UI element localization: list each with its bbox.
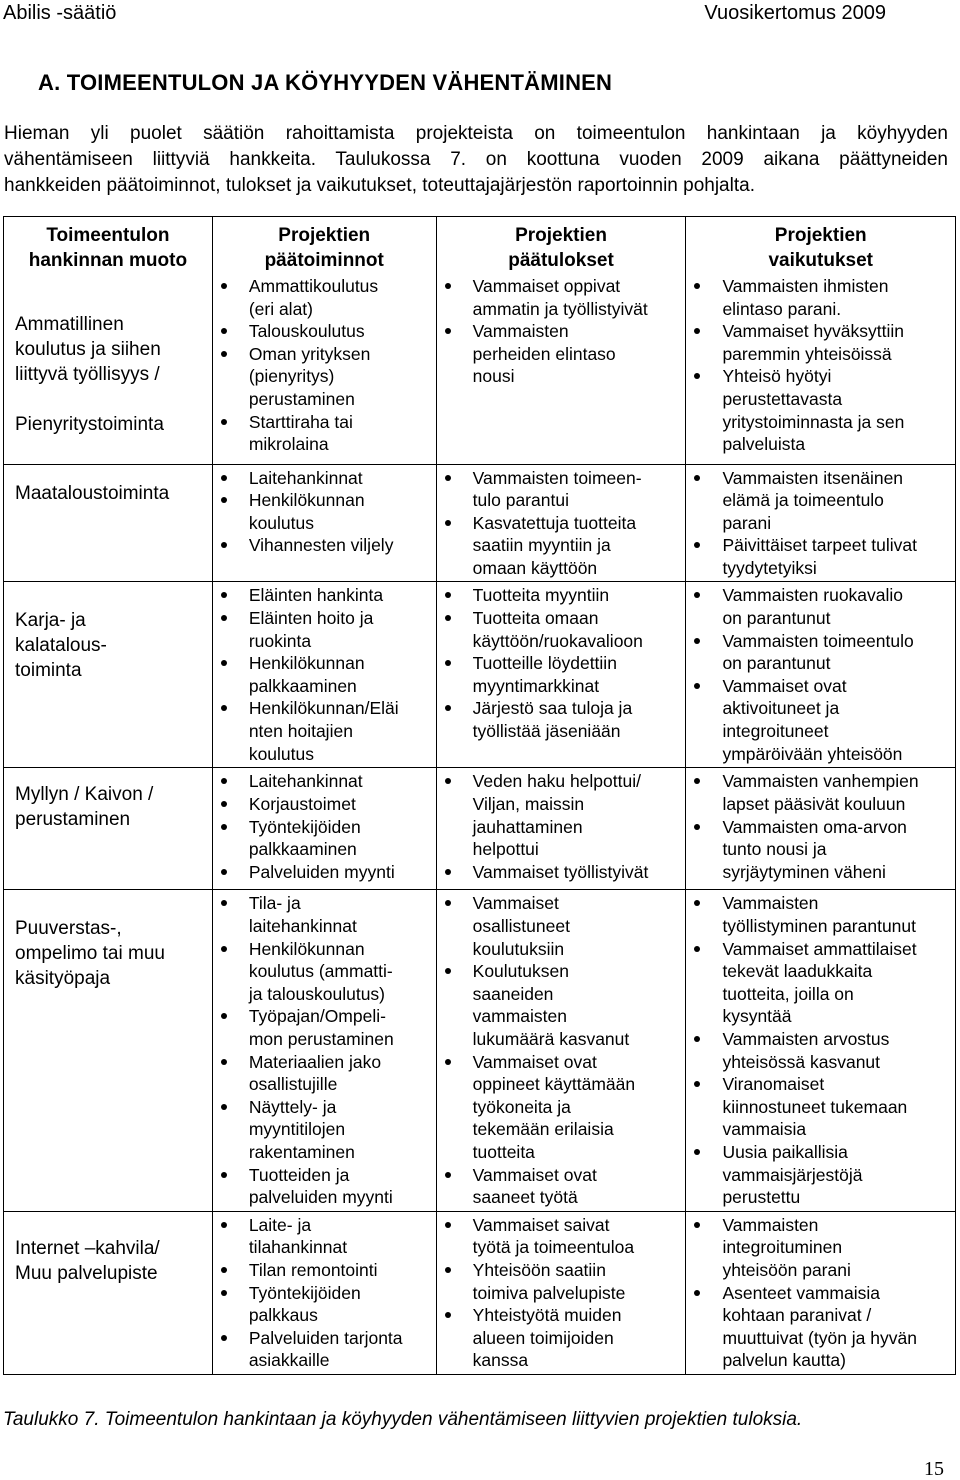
list-item-line: perustaminen [248, 388, 355, 409]
list-item-line: palvelun kautta) [722, 1350, 846, 1371]
list-item [437, 275, 682, 320]
list-item [213, 892, 432, 937]
list-item-line: kysyntää [722, 1006, 792, 1027]
list-item-line: Korjaustoimet [248, 794, 356, 815]
intro-line: hankkeiden päätoiminnot, tulokset ja vaikutukset, toteuttajajärjestön raportoinnin pohjalta. [4, 175, 755, 196]
list-item-line: vammaisjärjestöjä [722, 1164, 863, 1185]
list-item-line: Vammaiset oppivat [472, 276, 621, 296]
list-item-line: koulutus [248, 512, 314, 533]
livelihood-type-line: perustaminen [15, 809, 131, 831]
list-item-line: Vihannesten viljely [248, 535, 394, 556]
list-item-line: paremmin yhteisöissä [722, 343, 892, 364]
results-cell [436, 464, 686, 582]
list-item [686, 467, 951, 535]
list-item-line: myyntimarkkinat [472, 675, 600, 696]
column-header [4, 217, 213, 274]
list-item-line: lukumäärä kasvanut [472, 1029, 630, 1050]
list-item-line: Vammaisten itsenäinen [722, 467, 904, 488]
list-item [686, 584, 951, 629]
results-table [3, 216, 956, 1375]
list-item-line: asiakkaille [248, 1350, 330, 1371]
list-item-line: Viranomaiset [722, 1074, 825, 1095]
impacts-cell [686, 768, 956, 890]
list-item [686, 1141, 951, 1209]
list-item-line: osallistujille [248, 1074, 338, 1095]
list-item [437, 960, 682, 1050]
list-item [213, 652, 432, 697]
impacts-list [686, 467, 951, 580]
list-item [213, 770, 432, 793]
list-item [686, 365, 951, 455]
list-item-line: Henkilökunnan [248, 938, 365, 959]
livelihood-type-line: Karja- ja [15, 610, 86, 632]
list-item [213, 1282, 432, 1327]
list-item-line: integroituneet [722, 721, 829, 742]
list-item-line: Koulutuksen [472, 961, 569, 982]
results-cell [436, 582, 686, 768]
list-item-line: aktivoituneet ja [722, 698, 840, 719]
list-item [437, 584, 682, 607]
list-item-line: lapset pääsivät kouluun [722, 794, 906, 815]
list-item-line: Kasvatettuja tuotteita [472, 512, 637, 533]
list-item-line: Vammaiset ovat [722, 675, 847, 696]
list-item-line: tuotteita, joilla on [722, 983, 854, 1004]
list-item-line: omaan käyttöön [472, 557, 598, 578]
list-item-line: tunto nousi ja [722, 839, 827, 860]
list-item [213, 1005, 432, 1050]
list-item [686, 675, 951, 765]
list-item-line: Eläinten hankinta [248, 585, 384, 606]
list-item-line: Työntekijöiden [248, 1282, 361, 1303]
list-item [437, 1304, 682, 1372]
list-item-line: Asenteet vammaisia [722, 1282, 881, 1303]
list-item-line: Talouskoulutus [248, 321, 365, 342]
list-item-line: Laitehankinnat [248, 771, 363, 792]
list-item [213, 411, 432, 456]
list-item-line: alueen toimijoiden [472, 1327, 614, 1348]
livelihood-type-cell [4, 582, 213, 768]
livelihood-type-line: Ammatillinen [15, 314, 124, 335]
list-item-line: perheiden elintaso [472, 343, 616, 364]
list-item-line: muuttuivat (työn ja hyvän [722, 1327, 917, 1348]
list-item-line: palkkaaminen [248, 839, 357, 860]
list-item-line: kanssa [472, 1350, 529, 1371]
list-item-line: Veden haku helpottui/ [472, 771, 641, 792]
list-item [213, 1096, 432, 1164]
column-header-line: Projektien [774, 225, 867, 246]
list-item-line: saaneet työtä [472, 1187, 578, 1208]
list-item [437, 652, 682, 697]
list-item [213, 343, 432, 411]
list-item-line: on parantunut [722, 608, 831, 629]
column-header-line: päätoiminnot [264, 250, 384, 271]
list-item-line: ammatin ja työllistyivät [472, 298, 648, 319]
list-item-line: Laitehankinnat [248, 467, 363, 488]
list-item [437, 1051, 682, 1164]
column-header-line: vaikutukset [768, 250, 873, 271]
column-header [686, 217, 956, 274]
impacts-cell [686, 890, 956, 1211]
list-item [686, 816, 951, 884]
list-item-line: mon perustaminen [248, 1029, 394, 1050]
results-cell [436, 768, 686, 890]
list-item-line: Työntekijöiden [248, 816, 361, 837]
list-item-line: Vammaisten toimeentulo [722, 630, 914, 651]
list-item-line: Päivittäiset tarpeet tulivat [722, 535, 917, 556]
livelihood-type-cell [4, 273, 213, 464]
page-number: 15 [924, 1458, 944, 1480]
list-item-line: Ammattikoulutus [248, 276, 379, 296]
impacts-list [686, 770, 951, 883]
list-item-line: Yhteistyötä muiden [472, 1305, 622, 1326]
results-list [437, 584, 682, 742]
list-item [686, 320, 951, 365]
list-item-line: tekevät laadukkaita [722, 961, 873, 982]
list-item-line: koulutus (ammatti- [248, 961, 393, 982]
livelihood-type-line: käsityöpaja [15, 968, 111, 990]
list-item-line: Vammaisten toimeen- [472, 467, 642, 488]
list-item [437, 892, 682, 960]
list-item-line: yhteisöön parani [722, 1259, 851, 1280]
list-item [686, 1282, 951, 1372]
list-item-line: Vammaisten [722, 1214, 819, 1235]
list-item [213, 1051, 432, 1096]
list-item-line: (pienyritys) [248, 366, 335, 387]
list-item [213, 275, 432, 320]
list-item-line: laitehankinnat [248, 916, 357, 937]
list-item [686, 938, 951, 1028]
list-item-line: ympäröivään yhteisöön [722, 743, 903, 764]
list-item-line: käyttöön/ruokavalioon [472, 630, 643, 651]
list-item-line: helpottui [472, 839, 539, 860]
list-item [437, 320, 682, 388]
list-item-line: osallistuneet [472, 916, 570, 937]
list-item-line: toimiva palvelupiste [472, 1282, 626, 1303]
activities-list [213, 770, 432, 883]
list-item-line: tilahankinnat [248, 1237, 348, 1258]
impacts-list [686, 1214, 951, 1372]
livelihood-type-line: kalatalous- [15, 635, 107, 657]
list-item [686, 275, 951, 320]
list-item-line: Tuotteita omaan [472, 608, 599, 629]
list-item-line: Henkilökunnan [248, 653, 365, 674]
list-item-line: Yhteisöön saatiin [472, 1259, 606, 1280]
list-item-line: palkkaaminen [248, 675, 357, 696]
list-item-line: Vammaiset työllistyivät [472, 861, 649, 882]
list-item [213, 697, 432, 765]
column-header-line: Toimeentulon [46, 225, 170, 246]
list-item-line: Oman yrityksen [248, 343, 371, 364]
list-item-line: Palveluiden tarjonta [248, 1327, 403, 1348]
list-item [213, 938, 432, 1006]
table-row [4, 582, 956, 768]
list-item-line: Tuotteita myyntiin [472, 585, 610, 606]
livelihood-type-line: koulutus ja siihen [15, 339, 161, 360]
activities-cell [212, 464, 436, 582]
list-item-line: integroituminen [722, 1237, 843, 1258]
list-item [437, 770, 682, 860]
list-item [437, 512, 682, 580]
header-organization: Abilis -säätiö [3, 2, 117, 24]
list-item-line: Tuotteiden ja [248, 1164, 350, 1185]
list-item-line: Tila- ja [248, 893, 301, 914]
list-item-line: Tuotteille löydettiin [472, 653, 617, 674]
list-item [213, 1259, 432, 1282]
intro-line: Hieman yli puolet säätiön rahoittamista projekteista on toimeentulon hankintaan ja köyhyyden [4, 123, 948, 144]
activities-list [213, 584, 432, 765]
list-item [437, 467, 682, 512]
livelihood-type-line [15, 387, 206, 412]
list-item-line: Vammaisten [472, 321, 569, 342]
section-title: A. TOIMEENTULON JA KÖYHYYDEN VÄHENTÄMINEN [38, 70, 613, 95]
list-item-line: palkkaus [248, 1305, 318, 1326]
column-header [436, 217, 686, 274]
activities-cell [212, 768, 436, 890]
list-item-line: nousi [472, 366, 515, 387]
list-item-line: on parantunut [722, 653, 831, 674]
list-item-line: Vammaiset hyväksyttiin [722, 321, 904, 342]
list-item-line: Vammaisten vanhempien [722, 771, 919, 792]
list-item [213, 1164, 432, 1209]
list-item-line: Vammaiset ovat [472, 1051, 597, 1072]
livelihood-type-line: Myllyn / Kaivon / [15, 784, 154, 806]
list-item-line: tekemään erilaisia [472, 1119, 614, 1140]
column-header-line: hankinnan muoto [28, 250, 188, 271]
livelihood-type-line: Pienyritystoiminta [15, 414, 164, 435]
impacts-list [686, 584, 951, 765]
results-list [437, 1214, 682, 1372]
results-list [437, 770, 682, 883]
impacts-cell [686, 464, 956, 582]
impacts-cell [686, 273, 956, 464]
activities-list [213, 467, 432, 557]
list-item-line: Vammaiset [472, 893, 559, 914]
impacts-list [686, 275, 951, 456]
livelihood-type-line: Muu palvelupiste [15, 1262, 158, 1284]
list-item-line: Näyttely- ja [248, 1096, 337, 1117]
livelihood-type-line: Puuverstas-, [15, 918, 122, 940]
list-item [213, 1214, 432, 1259]
results-list [437, 275, 682, 388]
list-item [437, 697, 682, 742]
list-item-line: Viljan, maissin [472, 794, 585, 815]
table-row [4, 890, 956, 1211]
impacts-cell [686, 582, 956, 768]
list-item-line: Henkilökunnan/Eläi [248, 698, 399, 719]
list-item-line: koulutus [248, 743, 314, 764]
livelihood-type-cell [4, 890, 213, 1211]
list-item-line: Vammaiset ammattilaiset [722, 938, 917, 959]
list-item-line: yritystoiminnasta ja sen [722, 411, 905, 432]
table-row [4, 464, 956, 582]
list-item-line: Eläinten hoito ja [248, 608, 374, 629]
intro-line: vähentämiseen liittyviä hankkeita. Taulukossa 7. on koottuna vuoden 2009 aikana päättyneiden [4, 149, 948, 170]
list-item-line: tulo parantui [472, 490, 569, 511]
livelihood-type-line [15, 287, 206, 312]
list-item-line: Vammaisten ihmisten [722, 276, 889, 296]
list-item-line: työllistyminen parantunut [722, 916, 917, 937]
list-item-line: Vammaisten arvostus [722, 1029, 890, 1050]
list-item-line: rakentaminen [248, 1142, 355, 1162]
list-item [437, 1164, 682, 1209]
livelihood-type-cell [4, 464, 213, 582]
table-row [4, 273, 956, 464]
livelihood-type-line: toiminta [15, 660, 82, 682]
list-item-line: (eri alat) [248, 298, 313, 319]
list-item [213, 793, 432, 816]
list-item-line: jauhattaminen [472, 816, 583, 837]
list-item [213, 607, 432, 652]
livelihood-type-cell [4, 768, 213, 890]
list-item [213, 320, 432, 343]
list-item-line: kohtaan paranivat / [722, 1305, 872, 1326]
livelihood-type-line: ompelimo tai muu [15, 943, 165, 965]
list-item [686, 1028, 951, 1073]
list-item-line: saatiin myyntiin ja [472, 535, 611, 556]
column-header-line: Projektien [515, 225, 607, 246]
table-row [4, 768, 956, 890]
column-header-line: Projektien [278, 225, 371, 246]
list-item [686, 770, 951, 815]
list-item-line: Vammaisten [722, 893, 819, 914]
activities-list [213, 1214, 432, 1372]
list-item-line: ja talouskoulutus) [248, 983, 386, 1004]
activities-cell [212, 273, 436, 464]
list-item-line: Starttiraha tai [248, 411, 353, 432]
list-item-line: Materiaalien jako [248, 1051, 382, 1072]
list-item-line: Tilan remontointi [248, 1259, 378, 1280]
list-item-line: Laite- ja [248, 1214, 312, 1235]
list-item-line: vammaisten [472, 1006, 567, 1027]
list-item-line: kiinnostuneet tukemaan [722, 1096, 908, 1117]
list-item [437, 861, 682, 884]
list-item-line: Järjestö saa tuloja ja [472, 698, 633, 719]
list-item-line: tuotteita [472, 1142, 535, 1162]
list-item [437, 607, 682, 652]
table-header-row [4, 217, 956, 274]
list-item-line: työtä ja toimeentuloa [472, 1237, 635, 1258]
list-item-line: tyydytetyiksi [722, 557, 817, 578]
list-item-line: Henkilökunnan [248, 490, 365, 511]
list-item [213, 1327, 432, 1372]
list-item [437, 1259, 682, 1304]
list-item-line: työkoneita ja [472, 1096, 571, 1117]
list-item [686, 1214, 951, 1282]
list-item [213, 584, 432, 607]
column-header [212, 217, 436, 274]
results-cell [436, 890, 686, 1211]
list-item-line: oppineet käyttämään [472, 1074, 636, 1095]
list-item [686, 630, 951, 675]
table-row [4, 1211, 956, 1374]
activities-cell [212, 582, 436, 768]
table-caption: Taulukko 7. Toimeentulon hankintaan ja köyhyyden vähentämiseen liittyvien projektien tuloksia. [3, 1409, 803, 1430]
list-item-line: työllistää jäseniään [472, 721, 621, 742]
intro-paragraph [4, 121, 948, 199]
list-item [213, 534, 432, 557]
list-item [213, 467, 432, 490]
list-item-line: palveluista [722, 434, 806, 455]
list-item [437, 1214, 682, 1259]
results-cell [436, 1211, 686, 1374]
list-item-line: parani [722, 512, 772, 533]
column-header-line: päätulokset [508, 250, 614, 271]
list-item [213, 489, 432, 534]
activities-cell [212, 890, 436, 1211]
list-item-line: ruokinta [248, 630, 312, 651]
activities-list [213, 275, 432, 456]
results-cell [436, 273, 686, 464]
livelihood-type-line: liittyvä työllisyys / [15, 364, 160, 385]
list-item-line: Vammaisten oma-arvon [722, 816, 907, 837]
list-item-line: Vammaiset ovat [472, 1164, 597, 1185]
list-item-line: perustettavasta [722, 388, 843, 409]
list-item-line: Palveluiden myynti [248, 861, 395, 882]
list-item-line: elämä ja toimeentulo [722, 490, 884, 511]
list-item-line: mikrolaina [248, 434, 329, 455]
list-item-line: yhteisössä kasvanut [722, 1051, 881, 1072]
results-list [437, 467, 682, 580]
list-item [213, 861, 432, 884]
livelihood-type-cell [4, 1211, 213, 1374]
results-list [437, 892, 682, 1208]
livelihood-type-line: Internet –kahvila/ [15, 1237, 160, 1259]
list-item-line: koulutuksiin [472, 938, 565, 959]
header-document-title: Vuosikertomus 2009 [704, 2, 886, 24]
list-item [686, 1073, 951, 1141]
list-item-line: elintaso parani. [722, 298, 842, 319]
impacts-cell [686, 1211, 956, 1374]
list-item-line: Työpajan/Ompeli- [248, 1006, 386, 1027]
page-header [0, 0, 960, 30]
table-body [4, 273, 956, 1374]
list-item-line: Uusia paikallisia [722, 1142, 848, 1162]
activities-list [213, 892, 432, 1208]
list-item [213, 816, 432, 861]
list-item [686, 534, 951, 579]
list-item-line: Yhteisö hyötyi [722, 366, 832, 387]
list-item [686, 892, 951, 937]
list-item-line: Vammaiset saivat [472, 1214, 610, 1235]
list-item-line: perustettu [722, 1187, 801, 1208]
list-item-line: vammaisia [722, 1119, 807, 1140]
activities-cell [212, 1211, 436, 1374]
list-item-line: palveluiden myynti [248, 1187, 393, 1208]
impacts-list [686, 892, 951, 1208]
list-item-line: myyntitilojen [248, 1119, 346, 1140]
list-item-line: nten hoitajien [248, 721, 353, 742]
list-item-line: syrjäytyminen väheni [722, 861, 886, 882]
list-item-line: Vammaisten ruokavalio [722, 585, 904, 606]
list-item-line: saaneiden [472, 983, 554, 1004]
livelihood-type-line: Maataloustoiminta [15, 482, 170, 504]
